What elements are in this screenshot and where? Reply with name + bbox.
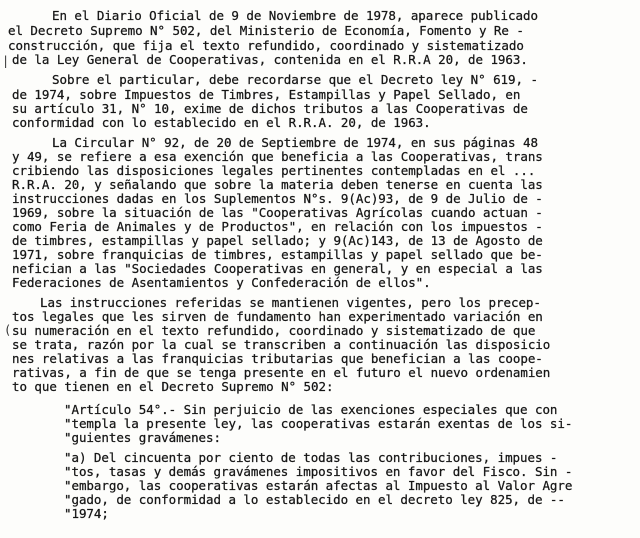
margin-mark: | xyxy=(2,54,10,68)
text-line: "1974; xyxy=(64,506,109,521)
text-line: instrucciones dadas en los Suplementos N°s. 9(Ac)93, de 9 de Julio de - xyxy=(12,191,543,206)
text-line: construcción, que fija el texto refundido, coordinado y sistematizado xyxy=(8,38,524,53)
text-line: 1969, sobre la situación de las "Cooperativas Agrícolas cuando actuan - xyxy=(12,205,543,220)
text-line: y 49, se refiere a esa exención que beneficia a las Cooperativas, trans xyxy=(12,149,543,164)
text-line: cribiendo las disposiciones legales pertinentes contempladas en el ... xyxy=(12,163,536,178)
text-line: Federaciones de Asentamientos y Confederación de ellos". xyxy=(12,275,431,290)
text-line: 1971, sobre franquicias de timbres, estampillas y papel sellado que be- xyxy=(12,247,543,262)
text-line: nes relativas a las franquicias tributarias que benefician a las coope- xyxy=(12,351,543,366)
text-line: "Artículo 54°.- Sin perjuicio de las exenciones especiales que con xyxy=(64,402,558,417)
text-line: su artículo 31, N° 10, exime de dichos tributos a las Cooperativas de xyxy=(12,101,528,116)
text-line: La Circular N° 92, de 20 de Septiembre de 1974, en sus páginas 48 xyxy=(52,135,538,150)
text-line: "a) Del cincuenta por ciento de todas las contribuciones, impues - xyxy=(64,450,558,465)
text-line: de 1974, sobre Impuestos de Timbres, Estampillas y Papel Sellado, en xyxy=(12,87,521,102)
text-line: el Decreto Supremo N° 502, del Ministerio de Economía, Fomento y Re - xyxy=(8,23,524,38)
text-line: "templa la presente ley, las cooperativas estarán exentas de los si- xyxy=(64,416,573,431)
text-line: conformidad con lo establecido en el R.R.A. 20, de 1963. xyxy=(12,115,431,130)
text-line: "tos, tasas y demás gravámenes impositivos en favor del Fisco. Sin - xyxy=(64,464,573,479)
margin-mark: ( xyxy=(4,323,12,337)
text-line: "gado, de conformidad a lo establecido en el decreto ley 825, de -- xyxy=(64,492,565,507)
text-line: R.R.A. 20, y señalando que sobre la materia deben tenerse en cuenta las xyxy=(12,177,543,192)
text-line: su numeración en el texto refundido, coordinado y sistematizado de que xyxy=(12,323,536,338)
text-line: "embargo, las cooperativas estarán afectas al Impuesto al Valor Agre xyxy=(64,478,573,493)
text-line: "guientes gravámenes: xyxy=(64,430,221,445)
text-line: Sobre el particular, debe recordarse que el Decreto ley N° 619, - xyxy=(52,72,538,87)
text-line: to que tienen en el Decreto Supremo N° 502: xyxy=(12,379,334,394)
text-line: como Feria de Animales y de Productos", en relación con los impuestos - xyxy=(12,219,543,234)
text-line: Las instrucciones referidas se mantienen vigentes, pero los precep- xyxy=(40,295,541,310)
text-line: rativas, a fin de que se tenga presente en el futuro el nuevo ordenamien xyxy=(12,365,551,380)
text-line: nefician a las "Sociedades Cooperativas en general, y en especial a las xyxy=(12,261,543,276)
text-line: de la Ley General de Cooperativas, contenida en el R.R.A 20, de 1963. xyxy=(12,52,528,67)
text-line: tos legales que les sirven de fundamento han experimentado variación en xyxy=(12,309,543,324)
text-line: de timbres, estampillas y papel sellado; y 9(Ac)143, de 13 de Agosto de xyxy=(12,233,543,248)
text-line: se trata, razón por la cual se transcriben a continuación las disposicio xyxy=(12,337,551,352)
text-line: En el Diario Oficial de 9 de Noviembre de 1978, aparece publicado xyxy=(52,8,538,23)
